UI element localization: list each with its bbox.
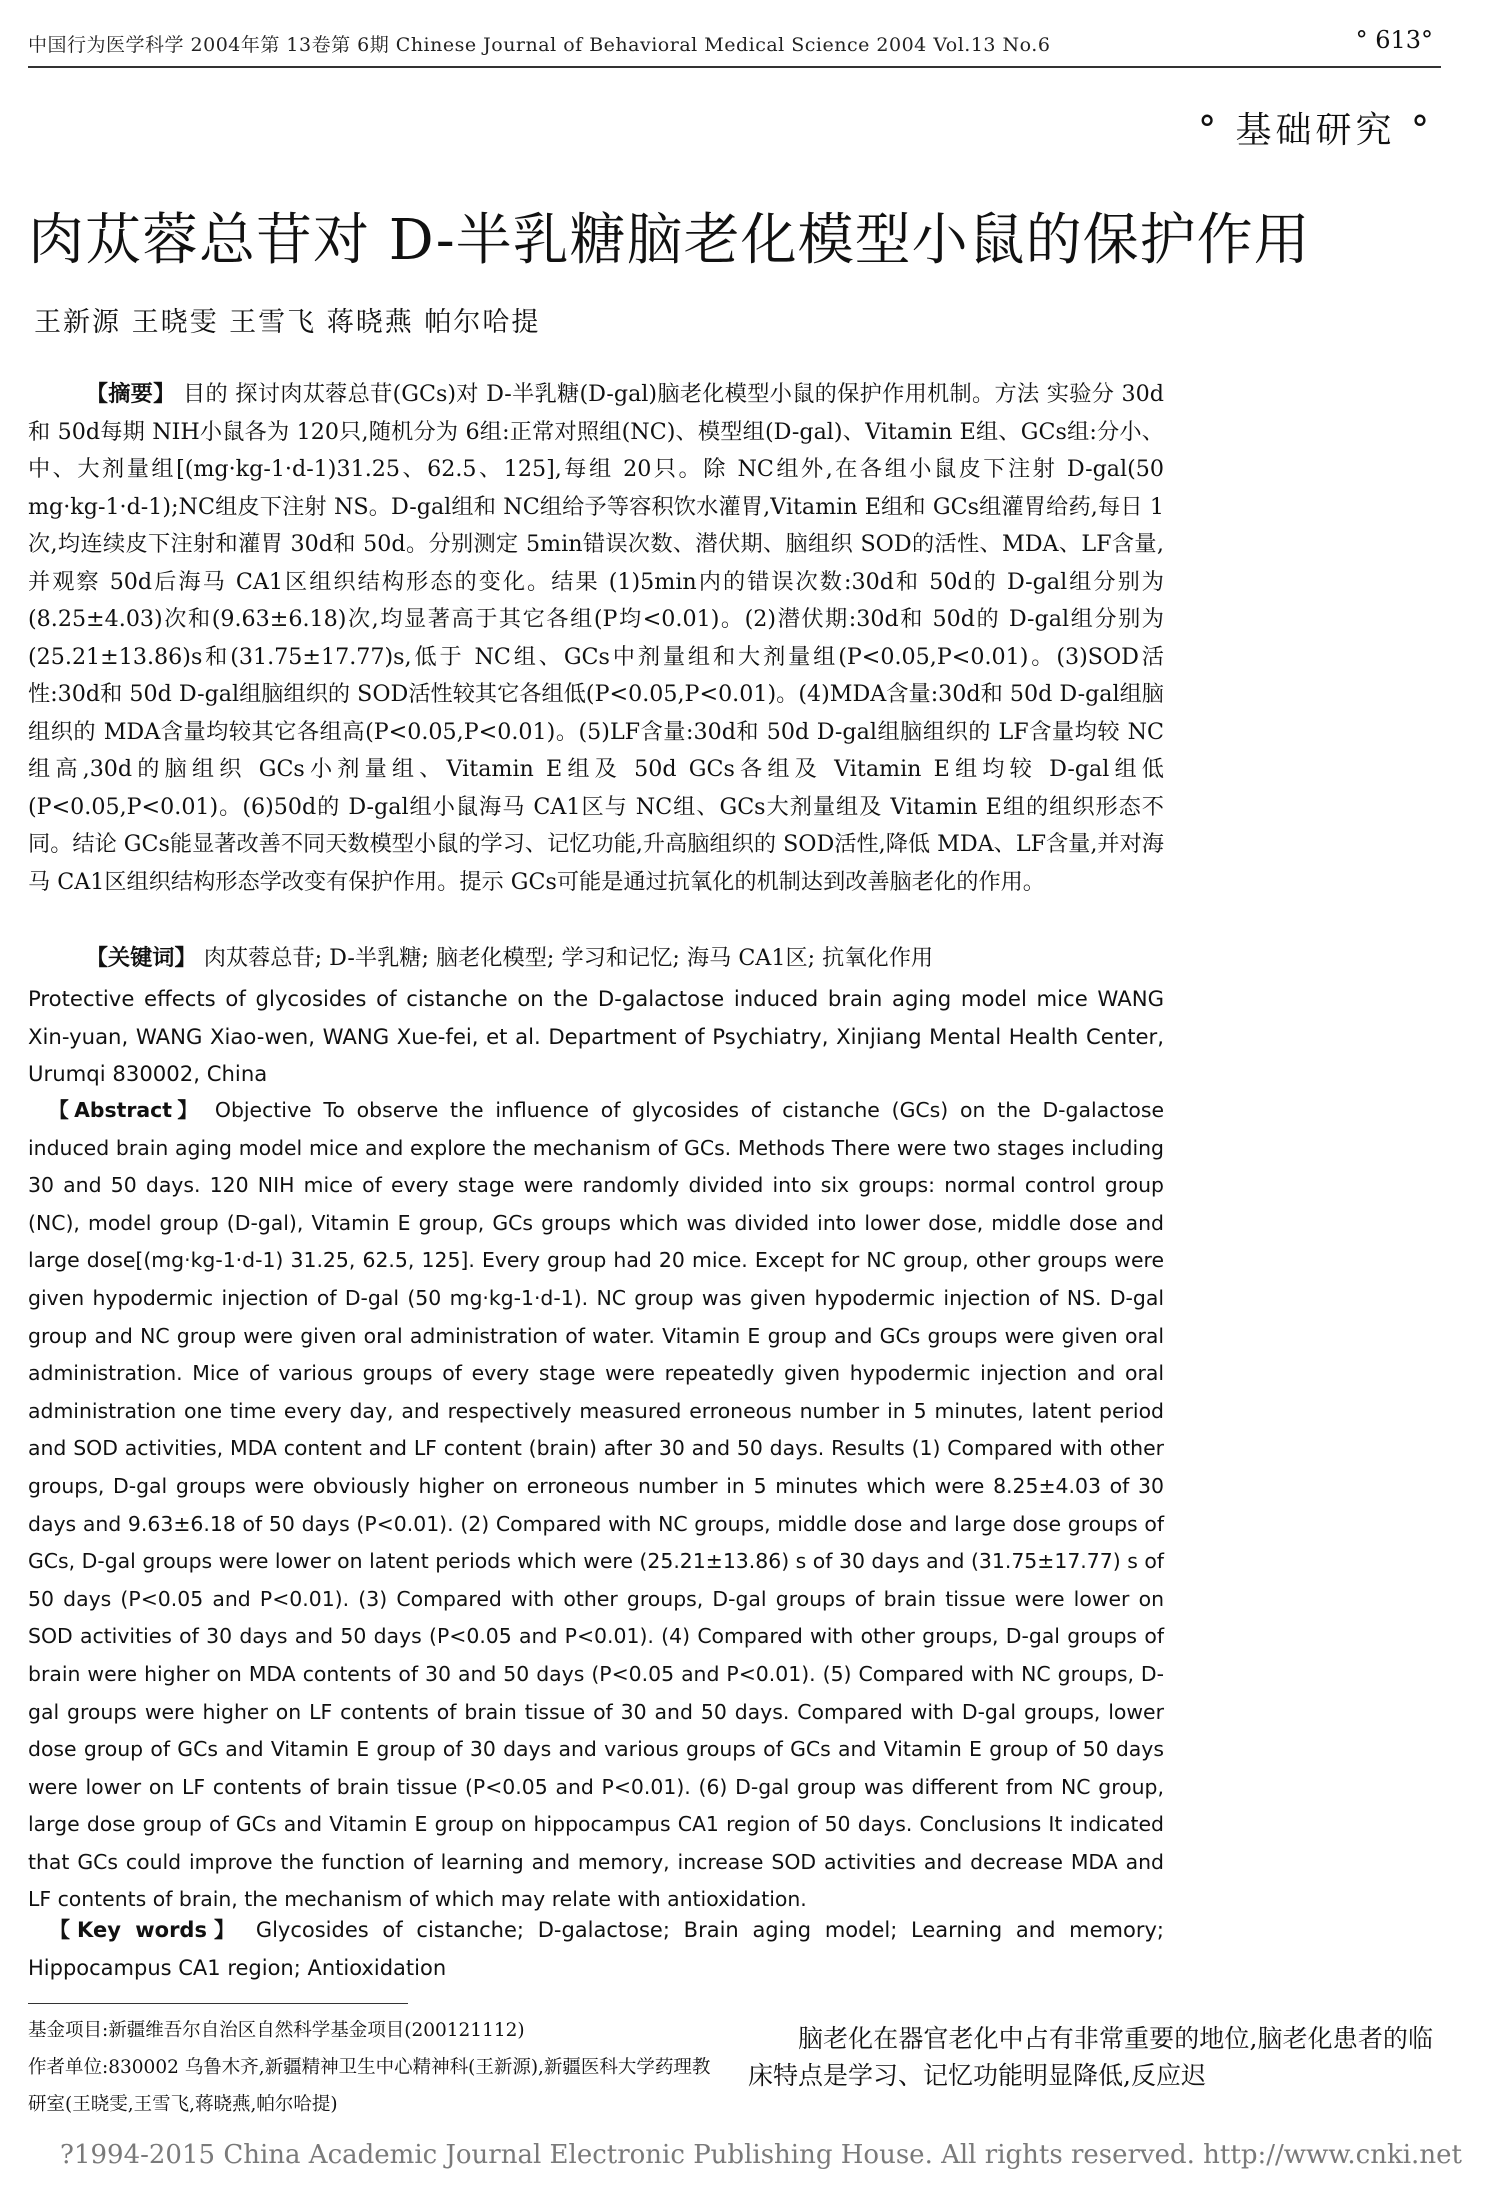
header-rule (28, 66, 1441, 68)
chinese-keywords (28, 940, 1164, 978)
section-label: ° 基础研究 ° (1198, 110, 1433, 151)
english-keywords-label: 【Key words】 (49, 1918, 243, 1942)
chinese-abstract-label: 【摘要】 (85, 381, 176, 407)
english-abstract-label: 【Abstract】 (48, 1098, 204, 1122)
english-abstract (28, 1092, 1164, 1919)
body-intro-paragraph: 脑老化在器官老化中占有非常重要的地位,脑老化患者的临床特点是学习、记忆功能明显降低,反应迟 (748, 2024, 1433, 2090)
publisher-watermark: ?1994-2015 China Academic Journal Electronic Publishing House. All rights reserved. http://www.cnki.net (60, 2140, 1462, 2170)
chinese-abstract-text: 目的 探讨肉苁蓉总苷(GCs)对 D-半乳糖(D-gal)脑老化模型小鼠的保护作用机制。方法 实验分 30d和 50d每期 NIH小鼠各为 120只,随机分为 6组:正常对照组(NC)、模型组(D-gal)、Vitamin E组、GCs组:分小、中、大剂量组[(mg·kg-1·d-1)31.25、62.5、125],每组 20只。除 NC组外,在各组小鼠皮下注射 D-gal(50 mg·kg-1·d-1);NC组皮下注射 NS。D-gal组和 NC组给予等容积饮水灌胃,Vitamin E组和 GCs组灌胃给药,每日 1次,均连续皮下注射和灌胃 30d和 50d。分别测定 5min错误次数、潜伏期、脑组织 SOD的活性、MDA、LF含量,并观察 50d后海马 CA1区组织结构形态的变化。结果 (1)5min内的错误次数:30d和 50d的 D-gal组分别为(8.25±4.03)次和(9.63±6.18)次,均显著高于其它各组(P均<0.01)。(2)潜伏期:30d和 50d的 D-gal组分别为(25.21±13.86)s和(31.75±17.77)s,低于 NC组、GCs中剂量组和大剂量组(P<0.05,P<0.01)。(3)SOD活性:30d和 50d D-gal组脑组织的 SOD活性较其它各组低(P<0.05,P<0.01)。(4)MDA含量:30d和 50d D-gal组脑组织的 MDA含量均较其它各组高(P<0.05,P<0.01)。(5)LF含量:30d和 50d D-gal组脑组织的 LF含量均较 NC组高,30d的脑组织 GCs小剂量组、Vitamin E组及 50d GCs各组及 Vitamin E组均较 D-gal组低(P<0.05,P<0.01)。(6)50d的 D-gal组小鼠海马 CA1区与 NC组、GCs大剂量组及 Vitamin E组的组织形态不同。结论 GCs能显著改善不同天数模型小鼠的学习、记忆功能,升高脑组织的 SOD活性,降低 MDA、LF含量,并对海马 CA1区组织结构形态学改变有保护作用。提示 GCs可能是通过抗氧化的机制达到改善脑老化的作用。 (28, 381, 1164, 895)
chinese-abstract (28, 376, 1164, 901)
english-abstract-text: Objective To observe the influence of glycosides of cistanche (GCs) on the D-galactose induced brain aging model mice and explore the mechanism of GCs. Methods There were two stages including 30 and 50 days. 120 NIH mice of every stage were randomly divided into six groups: normal control group (NC), model group (D-gal), Vitamin E group, GCs groups which was divided into lower dose, middle dose and large dose[(mg·kg-1·d-1) 31.25, 62.5, 125]. Every group had 20 mice. Except for NC group, other groups were given hypodermic injection of D-gal (50 mg·kg-1·d-1). NC group was given hypodermic injection of NS. D-gal group and NC group were given oral administration of water. Vitamin E group and GCs groups were given oral administration. Mice of various groups of every stage were repeatedly given hypodermic injection and oral administration one time every day, and respectively measured erroneous number in 5 minutes, latent period and SOD activities, MDA content and LF content (brain) after 30 and 50 days. Results (1) Compared with other groups, D-gal groups were obviously higher on erroneous number in 5 minutes which were 8.25±4.03 of 30 days and 9.63±6.18 of 50 days (P<0.01). (2) Compared with NC groups, middle dose and large dose groups of GCs, D-gal groups were lower on latent periods which were (25.21±13.86) s of 30 days and (31.75±17.77) s of 50 days (P<0.05 and P<0.01). (3) Compared with other groups, D-gal groups of brain tissue were lower on SOD activities of 30 days and 50 days (P<0.05 and P<0.01). (4) Compared with other groups, D-gal groups of brain were higher on MDA contents of 30 and 50 days (P<0.05 and P<0.01). (5) Compared with NC groups, D-gal groups were higher on LF contents of brain tissue of 30 and 50 days. Compared with D-gal groups, lower dose group of GCs and Vitamin E group of 30 days and various groups of GCs and Vitamin E group of 50 days were lower on LF contents of brain tissue (P<0.05 and P<0.01). (6) D-gal group was different from NC group, large dose group of GCs and Vitamin E group on hippocampus CA1 region of 50 days. Conclusions It indicated that GCs could improve the function of learning and memory, increase SOD activities and decrease MDA and LF contents of brain, the mechanism of which may relate with antioxidation. (28, 1098, 1164, 1912)
chinese-keywords-label: 【关键词】 (85, 945, 197, 971)
author-list: 王新源 王晓雯 王雪飞 蒋晓燕 帕尔哈提 (34, 307, 541, 338)
footnotes (28, 2012, 728, 2123)
footnote-rule (28, 2003, 408, 2004)
footnote-affiliation: 作者单位:830002 乌鲁木齐,新疆精神卫生中心精神科(王新源),新疆医科大学药理教研室(王晓雯,王雪飞,蒋晓燕,帕尔哈提) (28, 2057, 711, 2115)
article-title: 肉苁蓉总苷对 D-半乳糖脑老化模型小鼠的保护作用 (28, 208, 1311, 273)
english-title-block: Protective effects of glycosides of cistanche on the D-galactose induced brain aging model mice WANG Xin-yuan, WANG Xiao-wen, WANG Xue-fei, et al. Department of Psychiatry, Xinjiang Mental Health Center, Urumqi 830002, China (28, 986, 1164, 1086)
english-keywords-text: Glycosides of cistanche; D-galactose; Brain aging model; Learning and memory; Hippocampus CA1 region; Antioxidation (28, 1918, 1164, 1980)
running-header: 中国行为医学科学 2004年第 13卷第 6期 Chinese Journal of Behavioral Medical Science 2004 Vol.13 No.6 (28, 34, 1051, 56)
page-number: ° 613° (1355, 26, 1433, 54)
english-keywords (28, 1912, 1164, 1987)
chinese-keywords-text: 肉苁蓉总苷; D-半乳糖; 脑老化模型; 学习和记忆; 海马 CA1区; 抗氧化作用 (203, 945, 934, 971)
footnote-fund: 基金项目:新疆维吾尔自治区自然科学基金项目(200121112) (28, 2020, 525, 2041)
